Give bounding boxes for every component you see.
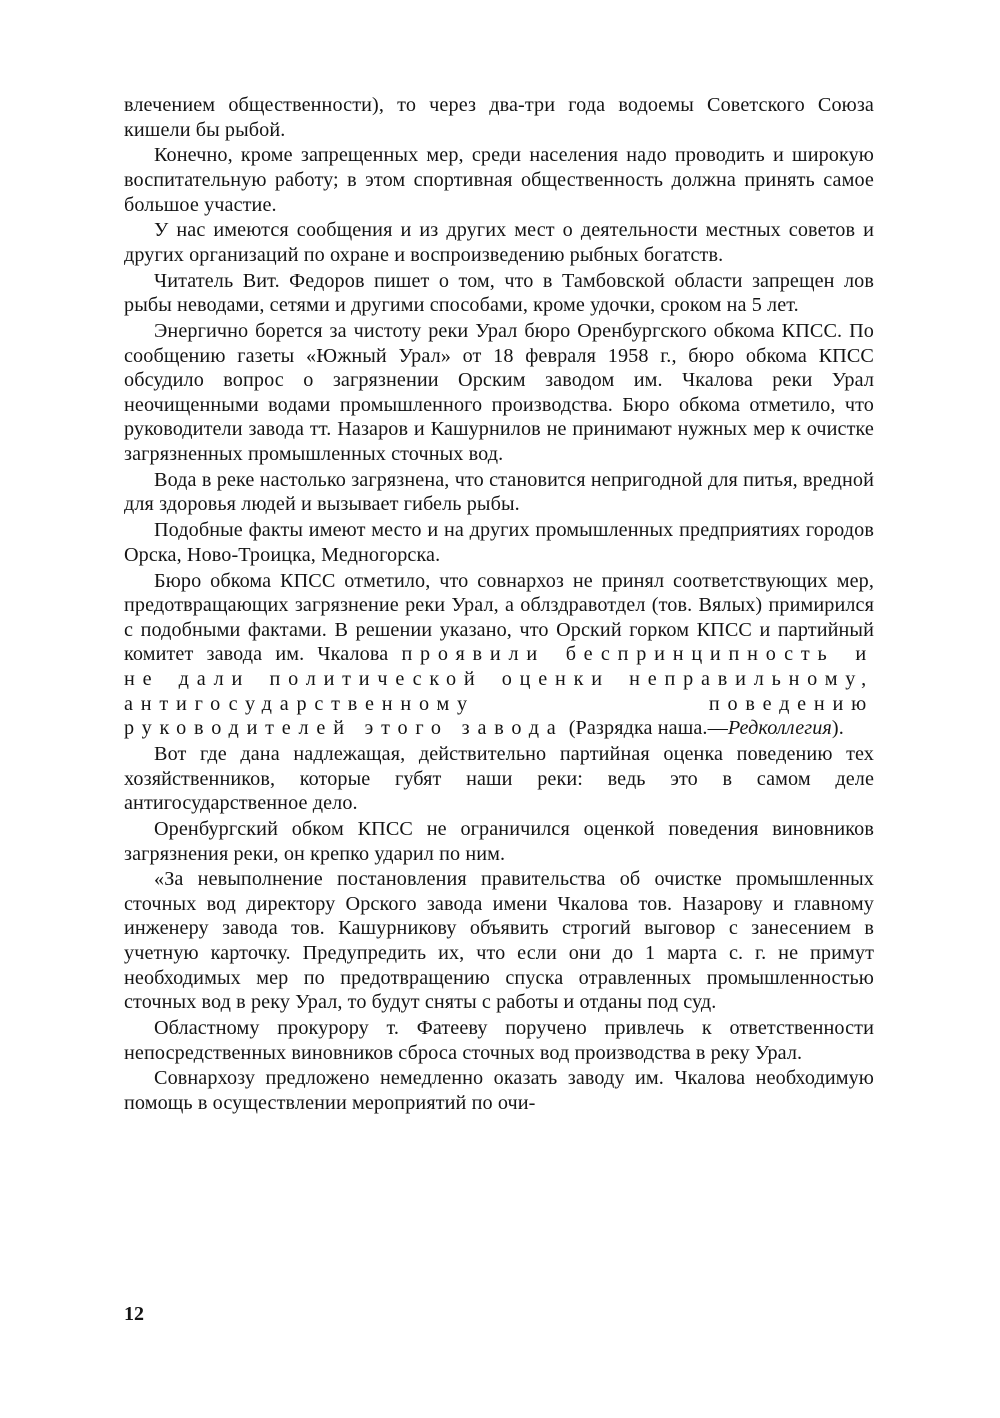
bureau-lead-text: Бюро обкома КПСС отметило, что совнархоз не принял соответствующих мер, предотвращающих загрязнение реки Урал, а облздравотдел (тов. Вялых) примирился с подобными фактами. В решении указано, что Орский горком КПСС и партийный комитет завода им. Чкалова — [124, 569, 874, 666]
paragraph-13: Совнархозу предложено немедленно оказать заводу им. Чкалова необходимую помощь в осуществлении мероприятий по очи- — [124, 1067, 874, 1114]
paragraph-quote: «За невыполнение постановления правительства об очистке промышленных сточных вод директору Орского завода имени Чкалова тов. Назарову и главному инженеру завода тов. Кашурникову объявить строгий выговор с занесением в учетную карточку. Предупредить их, что если они до 1 марта с. г. не примут необходимых мер по предотвращению спуска отравленных промышленностью сточных вод в реку Урал, то будут сняты с работы и отданы под суд. — [124, 868, 874, 1014]
paragraph-10: Оренбургский обком КПСС не ограничился оценкой поведения виновников загрязнения реки, он крепко ударил по ним. — [124, 817, 874, 865]
page-number: 12 — [124, 1303, 144, 1325]
paragraph-12: Областному прокурору т. Фатееву поручено привлечь к ответственности непосредственных виновников сброса сточных вод производства в реку Урал. — [124, 1017, 874, 1064]
paragraph-2: Конечно, кроме запрещенных мер, среди населения надо проводить и широкую воспитательную работу; в этом спортивная общественность должна принять самое большое участие. — [124, 144, 874, 216]
editor-note-italic: Редколлегия — [727, 717, 832, 740]
paragraph-3: У нас имеются сообщения и из других мест о деятельности местных советов и других организаций по охране и воспроизведению рыбных богатств. — [124, 219, 874, 266]
editor-note-open: (Разрядка наша.— — [563, 717, 728, 740]
paragraph-1: влечением общественности), то через два-три года водоемы Советского Союза кишели бы рыбой. — [124, 94, 874, 141]
paragraph-6: Вода в реке настолько загрязнена, что становится непригодной для питья, вредной для здоровья людей и вызывает гибель рыбы. — [124, 468, 874, 516]
editor-note-close: ). — [831, 717, 844, 740]
paragraph-7: Подобные факты имеют место и на других промышленных предприятиях городов Орска, Ново-Троицка, Медногорска. — [124, 519, 874, 566]
page-body-text — [124, 93, 874, 1117]
paragraph-bureau — [124, 569, 874, 741]
paragraph-5: Энергично борется за чистоту реки Урал бюро Оренбургского обкома КПСС. По сообщению газеты «Южный Урал» от 18 февраля 1958 г., бюро обкома КПСС обсудило вопрос о загрязнении Орским заводом им. Чкалова реки Урал неочищенными водами промышленного производства. Бюро обкома отметило, что руководители завода тт. Назаров и Кашурнилов не принимают нужных мер к очистке загрязненных промышленных сточных вод. — [124, 320, 874, 466]
paragraph-4: Читатель Вит. Федоров пишет о том, что в Тамбовской области запрещен лов рыбы неводами, сетями и другими способами, кроме удочки, сроком на 5 лет. — [124, 269, 874, 317]
spaced-emphasis-text: проявили беспринципность и не дали политической оценки неправильному, антигосударственному поведению руководителей этого завода — [124, 643, 874, 740]
paragraph-9: Вот где дана надлежащая, действительно партийная оценка поведению тех хозяйственников, которые губят наши реки: ведь это в самом деле антигосударственное дело. — [124, 742, 874, 815]
